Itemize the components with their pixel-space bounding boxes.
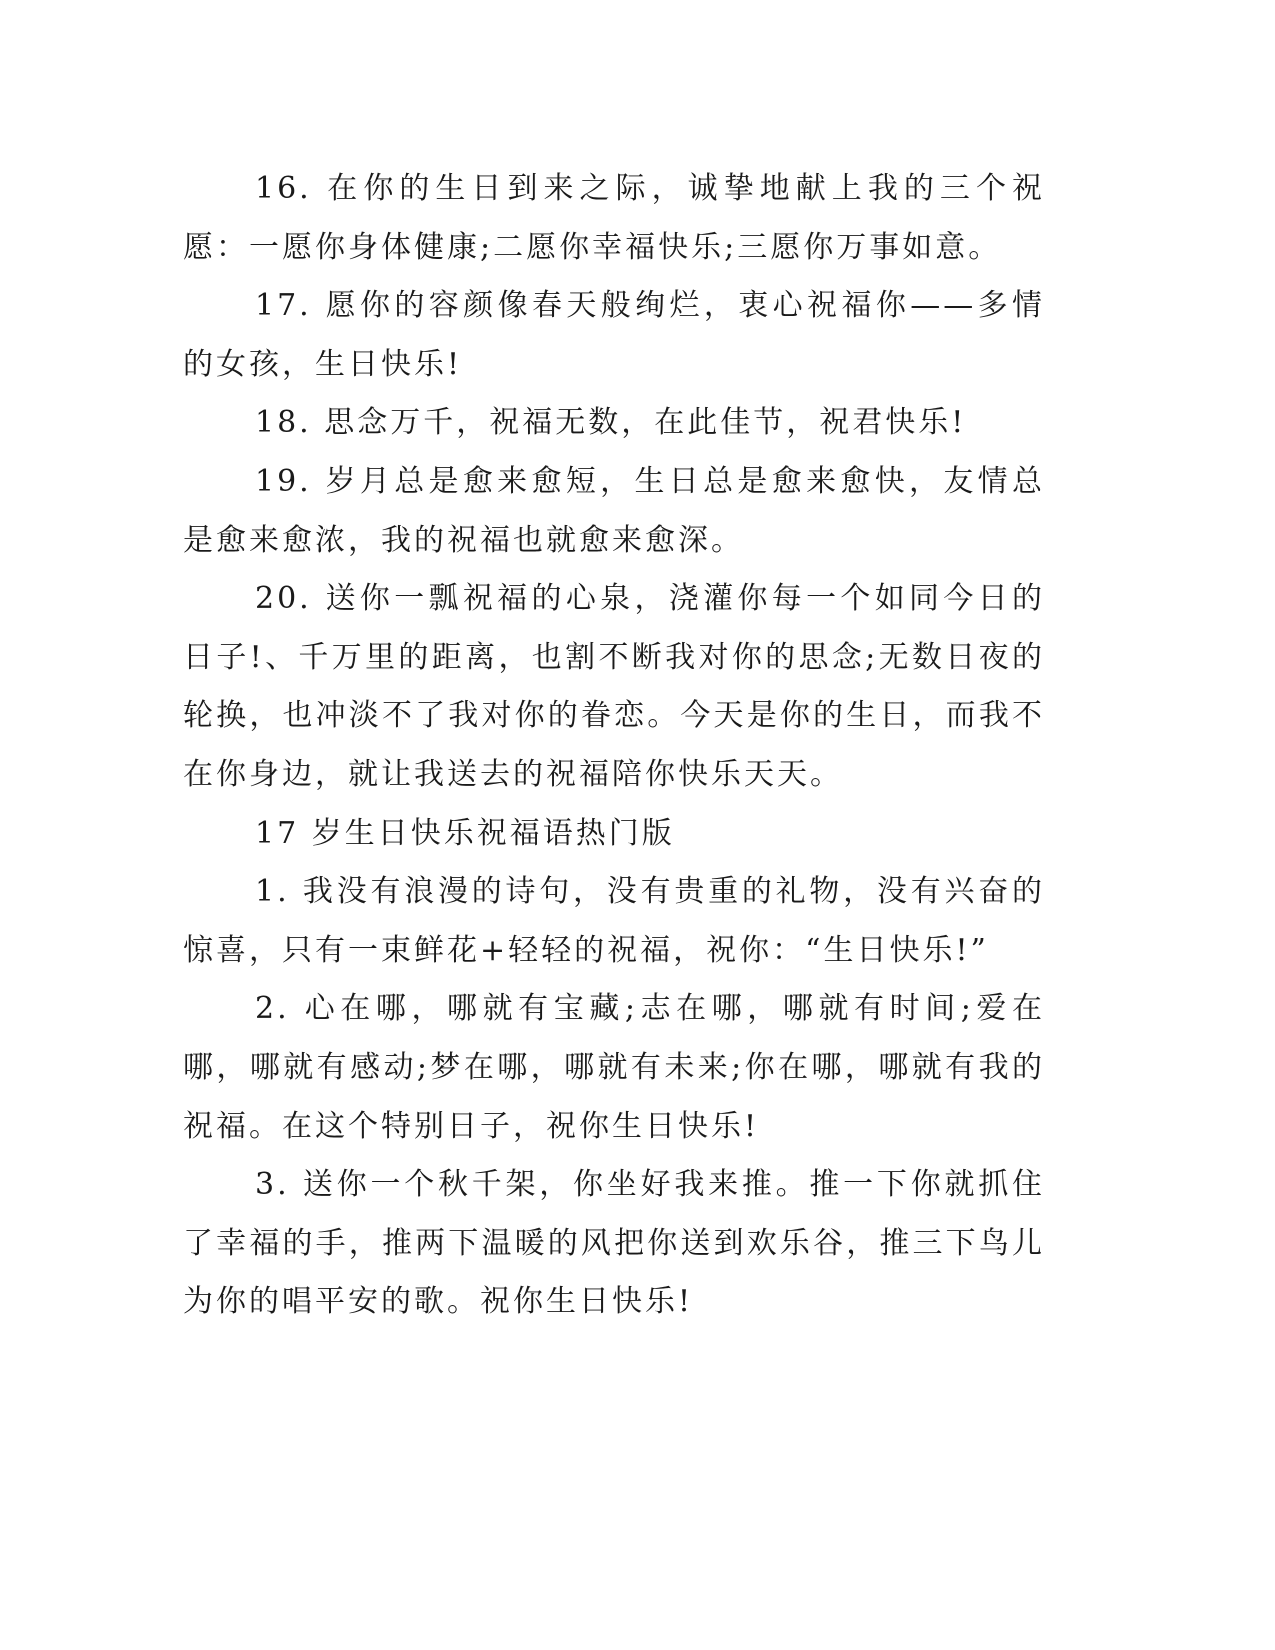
paragraph-20: 20. 送你一瓢祝福的心泉，浇灌你每一个如同今日的日子!、千万里的距离，也割不断我对你的思念;无数日夜的轮换，也冲淡不了我对你的眷恋。今天是你的生日，而我不在你身边，就让我送去的祝福陪你快乐天天。: [183, 581, 1045, 792]
paragraph-3: 3. 送你一个秋千架，你坐好我来推。推一下你就抓住了幸福的手，推两下温暖的风把你送到欢乐谷，推三下鸟儿为你的唱平安的歌。祝你生日快乐!: [183, 1167, 1045, 1320]
paragraph-16: 16. 在你的生日到来之际，诚挚地献上我的三个祝愿：一愿你身体健康;二愿你幸福快乐;三愿你万事如意。: [183, 171, 1045, 265]
paragraph-17: 17. 愿你的容颜像春天般绚烂，衷心祝福你——多情的女孩，生日快乐!: [183, 288, 1045, 382]
paragraph-19: 19. 岁月总是愈来愈短，生日总是愈来愈快，友情总是愈来愈浓，我的祝福也就愈来愈深。: [183, 463, 1045, 558]
paragraph-2: 2. 心在哪，哪就有宝藏;志在哪，哪就有时间;爱在哪，哪就有感动;梦在哪，哪就有未来;你在哪，哪就有我的祝福。在这个特别日子，祝你生日快乐!: [183, 991, 1045, 1144]
section-heading: 17 岁生日快乐祝福语热门版: [255, 815, 675, 851]
paragraph-18: 18. 思念万千，祝福无数，在此佳节，祝君快乐!: [255, 405, 967, 441]
document-body: [183, 160, 1045, 1332]
paragraph-1: 1. 我没有浪漫的诗句，没有贵重的礼物，没有兴奋的惊喜，只有一束鲜花+轻轻的祝福，祝你：“生日快乐!”: [183, 874, 1045, 968]
